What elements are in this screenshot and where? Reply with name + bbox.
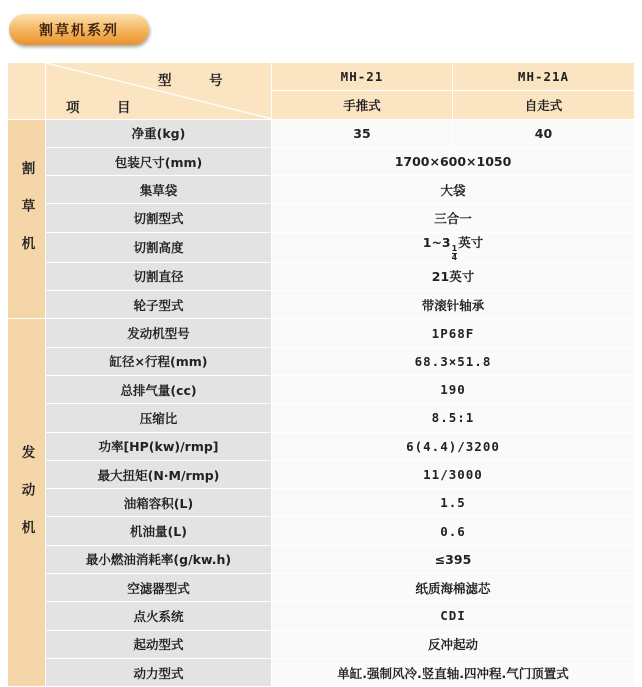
row-value: 带滚针轴承 [272, 291, 635, 319]
table-row [8, 517, 635, 545]
row-value: 68.3×51.8 [272, 348, 635, 376]
row-label: 发动机型号 [46, 319, 272, 347]
table-row [8, 546, 635, 574]
row-label: 切割高度 [46, 233, 272, 263]
model-name-1: MH-21 [272, 63, 453, 91]
row-value: CDI [272, 602, 635, 630]
row-value-2: 40 [453, 120, 635, 148]
row-label: 切割型式 [46, 204, 272, 232]
row-label: 净重(kg) [46, 120, 272, 148]
header-diagonal-cell [46, 63, 272, 120]
row-value-cutting-height: 1~3 $\frac{1}{4}$ 英寸 [272, 233, 635, 263]
row-value-1: 35 [272, 120, 453, 148]
row-value: 190 [272, 376, 635, 404]
row-label: 机油量(L) [46, 517, 272, 545]
row-label: 总排气量(cc) [46, 376, 272, 404]
row-label: 压缩比 [46, 404, 272, 432]
table-row [8, 148, 635, 176]
row-value: 纸质海棉滤芯 [272, 574, 635, 602]
row-label: 起动型式 [46, 631, 272, 659]
spec-table [8, 63, 635, 687]
row-value: 反冲起动 [272, 631, 635, 659]
model-type-1: 手推式 [272, 91, 453, 119]
row-value: 6(4.4)/3200 [272, 433, 635, 461]
row-value: 8.5:1 [272, 404, 635, 432]
row-value: 1.5 [272, 489, 635, 517]
row-label: 动力型式 [46, 659, 272, 687]
table-row [8, 631, 635, 659]
section-label-engine: 发动机 [8, 319, 46, 687]
table-row [8, 263, 635, 291]
table-row [8, 291, 635, 319]
row-label: 功率[HP(kw)/rmp] [46, 433, 272, 461]
header-corner [8, 63, 46, 120]
model-name-2: MH-21A [453, 63, 635, 91]
row-label: 缸径×行程(mm) [46, 348, 272, 376]
row-value: 大袋 [272, 176, 635, 204]
table-row [8, 404, 635, 432]
row-value: ≤395 [272, 546, 635, 574]
row-value: 0.6 [272, 517, 635, 545]
table-row [8, 489, 635, 517]
table-row [8, 574, 635, 602]
table-row [8, 120, 635, 148]
table-row [8, 204, 635, 232]
table-row [8, 602, 635, 630]
table-row [8, 461, 635, 489]
row-value: 21英寸 [272, 263, 635, 291]
row-label: 油箱容积(L) [46, 489, 272, 517]
row-value: 1700×600×1050 [272, 148, 635, 176]
table-row [8, 376, 635, 404]
fraction: $\frac{1}{4}$ [451, 243, 458, 262]
model-type-2: 自走式 [453, 91, 635, 119]
table-row [8, 233, 635, 263]
table-row [8, 433, 635, 461]
section-label-mower: 割草机 [8, 120, 46, 320]
row-label: 集草袋 [46, 176, 272, 204]
row-label: 最小燃油消耗率(g/kw.h) [46, 546, 272, 574]
series-title: 割草机系列 [9, 14, 149, 45]
row-value: 11/3000 [272, 461, 635, 489]
row-value: 单缸.强制风冷.竖直轴.四冲程.气门顶置式 [272, 659, 635, 687]
row-label: 轮子型式 [46, 291, 272, 319]
row-label: 最大扭矩(N·M/rmp) [46, 461, 272, 489]
row-label: 包装尺寸(mm) [46, 148, 272, 176]
model-header-label: 型 号 [158, 73, 235, 89]
table-row [8, 176, 635, 204]
table-row [8, 348, 635, 376]
item-header-label: 项 目 [66, 100, 143, 116]
row-label: 点火系统 [46, 602, 272, 630]
row-value: 三合一 [272, 204, 635, 232]
row-label: 空滤器型式 [46, 574, 272, 602]
table-row [8, 319, 635, 347]
row-value: 1P68F [272, 319, 635, 347]
row-label: 切割直径 [46, 263, 272, 291]
